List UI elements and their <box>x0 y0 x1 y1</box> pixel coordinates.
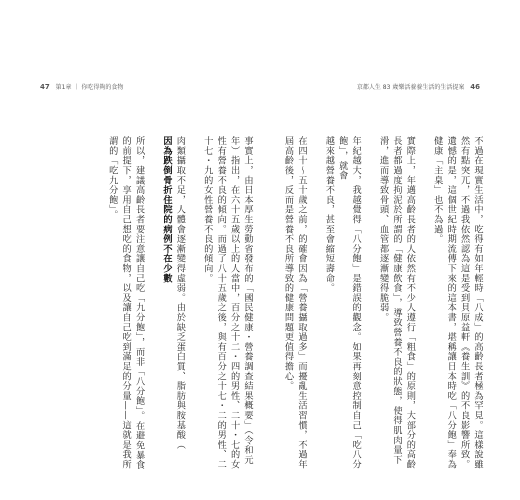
left-bold-text: 因為跌倒骨折住院的病例不在少數 <box>160 136 172 283</box>
right-page-body <box>282 136 484 476</box>
left-page-number: 47 <box>40 83 50 91</box>
left-page-header: 47 第1章 ｜ 你吃得夠的食物 <box>40 83 124 91</box>
left-page-body <box>64 136 254 476</box>
chapter-label: 第1章 <box>55 84 72 91</box>
right-page-header <box>357 82 484 91</box>
right-paragraph-1: 不過在現實生活中，吃得有如年輕時「八成」的高齡長者極為罕見。這樣說雖然有點突兀，不過我依然認為這是受到貝原益軒《養生訓》的不良影響所致。遺憾的是，這個世紀時期流傳下來的這本書，堪稱讓日本時吃「八分飽」奉為健康「主臬」也不為過。 <box>431 136 483 470</box>
right-paragraph-5: 在四十～五十歲之前，的確會因為「營養攝取過多」而擾亂生活習慣，不過年屆高齡後，反而是營養不良所導致的健康問題更值得擔心。 <box>282 136 307 470</box>
right-paragraph-2: 實際上，年邁高齡長者的人依然有不少人遵行「粗食」的原則，大部分的高齡長者都過度拘泥於所謂的「健康飲食」，導致營養不良的狀態，使得肌肉量下滑，進而導致骨頭、血管都逐漸變得脆弱。 <box>377 136 416 470</box>
right-paragraph-3: 年紀越大，我越覺得「八分飽」是錯誤的觀念。如果再刻意控制自己「吃八分飽」，就會 <box>336 136 362 470</box>
left-paragraph-2: 肉類攝取不足，人體會逐漸變得虛弱。由於缺乏蛋白質、脂肪與胺基酸（ <box>174 136 186 450</box>
chapter-title: 你吃得夠的食物 <box>81 84 124 91</box>
book-title-running-head: 京都人生 83 歲樂活養養生活的生活提案 <box>356 84 465 91</box>
left-paragraph-1: 事實上，由日本厚生勞動省發布的「國民健康・營養調查結果概要」（令和元年）指出，在六十五歲以上的人當中，百分之十二・四的男性、二十・七的女性有營養不良的傾向。而過了八十五歲之後，與有百分之十七・二的男性、二十七・九的女性營養不良的傾向。 <box>201 136 253 470</box>
left-paragraph-3: 所以，建議高齡長者要注意讓自己吃「九分飽」，而非「八分飽」。在避免暴食的前提下，享用自己想吃的食物，以及讓自己吃到滿足的分量——這就是我所謂的「吃九分飽」。 <box>106 136 145 470</box>
right-page-number: 46 <box>470 83 480 91</box>
right-paragraph-4: 越來越營養不良，甚至會縮短壽命。 <box>323 136 335 293</box>
